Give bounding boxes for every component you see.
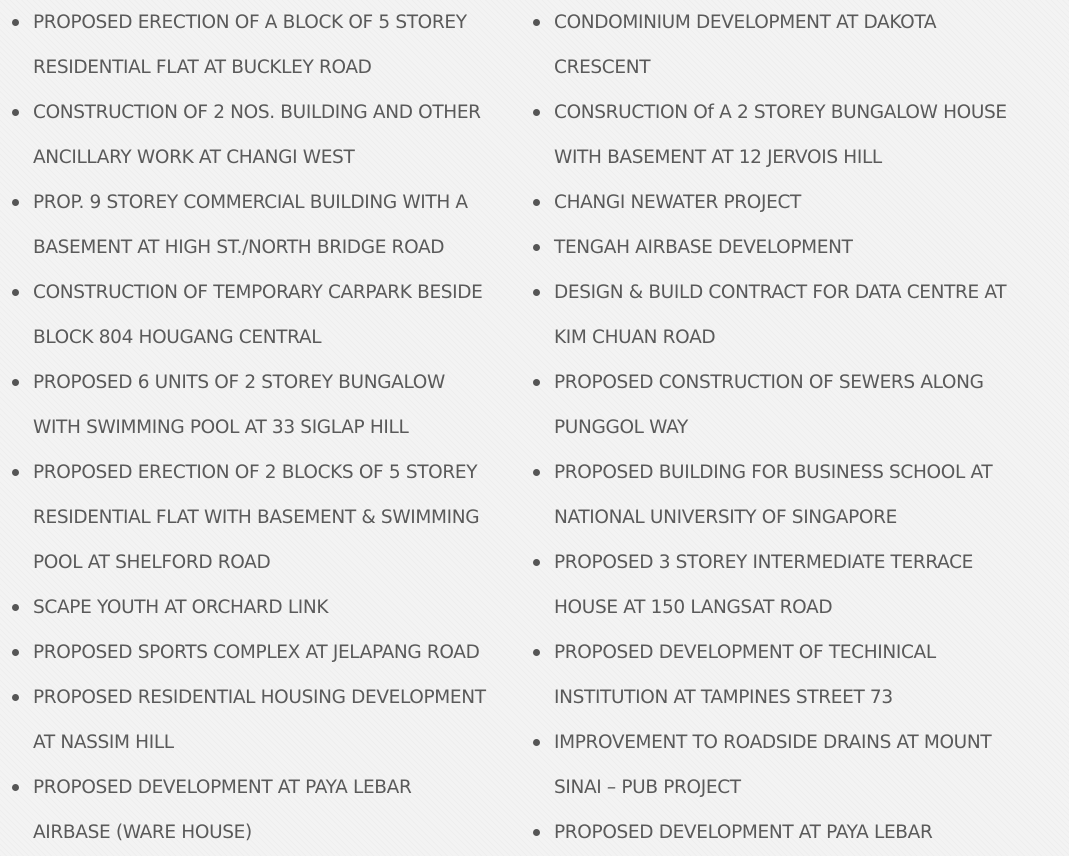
bullet-icon (12, 604, 19, 611)
list-item-text: PROP. 9 STOREY COMMERCIAL BUILDING WITH A (33, 192, 468, 213)
list-item (520, 90, 1069, 180)
list-item-text: WITH BASEMENT AT 12 JERVOIS HILL (554, 147, 882, 168)
list-item-text: POOL AT SHELFORD ROAD (33, 552, 271, 573)
list-item-text: CHANGI NEWATER PROJECT (554, 192, 801, 213)
list-item (520, 720, 1069, 810)
list-item (0, 270, 520, 360)
list-item (0, 90, 520, 180)
list-item-text: PROPOSED DEVELOPMENT OF TECHINICAL (554, 642, 936, 663)
bullet-icon (12, 199, 19, 206)
list-item-text: BLOCK 804 HOUGANG CENTRAL (33, 327, 322, 348)
list-item-text: WITH SWIMMING POOL AT 33 SIGLAP HILL (33, 417, 409, 438)
list-item (520, 270, 1069, 360)
list-item (0, 450, 520, 585)
list-item (0, 180, 520, 270)
list-item-text: PROPOSED CONSTRUCTION OF SEWERS ALONG (554, 372, 984, 393)
list-item-text: PROPOSED RESIDENTIAL HOUSING DEVELOPMENT (33, 687, 486, 708)
list-item (520, 810, 1069, 855)
list-item (520, 360, 1069, 450)
list-item-text: IMPROVEMENT TO ROADSIDE DRAINS AT MOUNT (554, 732, 992, 753)
bullet-icon (533, 19, 540, 26)
list-item-text: CRESCENT (554, 57, 651, 78)
bullet-icon (533, 649, 540, 656)
list-item-text: SCAPE YOUTH AT ORCHARD LINK (33, 597, 329, 618)
bullet-icon (533, 289, 540, 296)
bullet-icon (533, 739, 540, 746)
bullet-icon (533, 829, 540, 836)
bullet-icon (12, 784, 19, 791)
project-list-right-column (520, 0, 1069, 855)
bullet-icon (533, 109, 540, 116)
list-item (520, 225, 1069, 270)
list-item-text: PROPOSED DEVELOPMENT AT PAYA LEBAR (33, 777, 412, 798)
list-item-text: KIM CHUAN ROAD (554, 327, 716, 348)
list-item (0, 360, 520, 450)
list-item (0, 0, 520, 90)
list-item (0, 765, 520, 855)
list-item-text: ANCILLARY WORK AT CHANGI WEST (33, 147, 355, 168)
list-item-text: PROPOSED 6 UNITS OF 2 STOREY BUNGALOW (33, 372, 445, 393)
list-item (520, 540, 1069, 630)
list-item-text: RESIDENTIAL FLAT AT BUCKLEY ROAD (33, 57, 372, 78)
list-item-text: RESIDENTIAL FLAT WITH BASEMENT & SWIMMING (33, 507, 480, 528)
bullet-icon (533, 199, 540, 206)
list-item-text: PROPOSED 3 STOREY INTERMEDIATE TERRACE (554, 552, 973, 573)
bullet-icon (533, 559, 540, 566)
list-item-text: CONDOMINIUM DEVELOPMENT AT DAKOTA (554, 12, 937, 33)
bullet-icon (12, 694, 19, 701)
bullet-icon (12, 649, 19, 656)
bullet-icon (533, 379, 540, 386)
list-item-text: CONSTRUCTION OF 2 NOS. BUILDING AND OTHER (33, 102, 481, 123)
list-item-text: NATIONAL UNIVERSITY OF SINGAPORE (554, 507, 897, 528)
list-item (0, 585, 520, 630)
list-item-text: CONSTRUCTION OF TEMPORARY CARPARK BESIDE (33, 282, 483, 303)
list-item-text: CONSRUCTION Of A 2 STOREY BUNGALOW HOUSE (554, 102, 1007, 123)
list-item-text: INSTITUTION AT TAMPINES STREET 73 (554, 687, 893, 708)
list-item (0, 630, 520, 675)
list-item-text: PROPOSED ERECTION OF A BLOCK OF 5 STOREY (33, 12, 467, 33)
list-item (520, 180, 1069, 225)
list-item (520, 450, 1069, 540)
list-item-text: PUNGGOL WAY (554, 417, 688, 438)
list-item-text: SINAI – PUB PROJECT (554, 777, 741, 798)
bullet-icon (12, 109, 19, 116)
list-item-text: AT NASSIM HILL (33, 732, 174, 753)
list-item-text: PROPOSED ERECTION OF 2 BLOCKS OF 5 STOREY (33, 462, 478, 483)
list-item (520, 0, 1069, 90)
project-list-left-column (0, 0, 520, 855)
list-item (520, 630, 1069, 720)
list-item-text: HOUSE AT 150 LANGSAT ROAD (554, 597, 833, 618)
bullet-icon (533, 469, 540, 476)
list-item-text: AIRBASE (WARE HOUSE) (33, 822, 252, 843)
list-item-text: TENGAH AIRBASE DEVELOPMENT (554, 237, 853, 258)
list-item-text: PROPOSED BUILDING FOR BUSINESS SCHOOL AT (554, 462, 993, 483)
list-item-text: BASEMENT AT HIGH ST./NORTH BRIDGE ROAD (33, 237, 445, 258)
bullet-icon (12, 469, 19, 476)
bullet-icon (12, 19, 19, 26)
bullet-icon (12, 289, 19, 296)
list-item-text: DESIGN & BUILD CONTRACT FOR DATA CENTRE AT (554, 282, 1007, 303)
list-item (0, 675, 520, 765)
bullet-icon (533, 244, 540, 251)
bullet-icon (12, 379, 19, 386)
list-item-text: PROPOSED DEVELOPMENT AT PAYA LEBAR (554, 822, 933, 843)
list-item-text: PROPOSED SPORTS COMPLEX AT JELAPANG ROAD (33, 642, 480, 663)
